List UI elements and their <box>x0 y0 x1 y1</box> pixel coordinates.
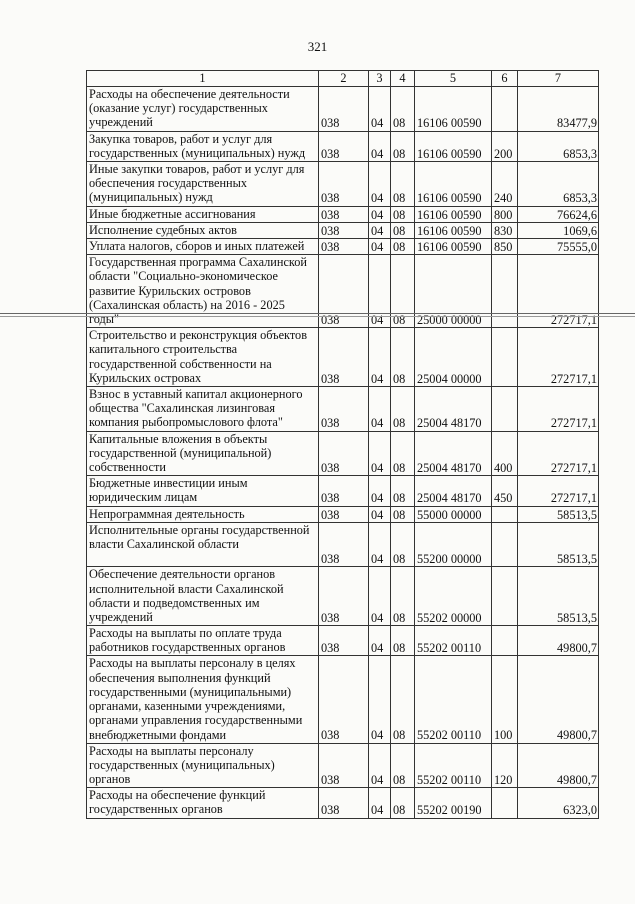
row-name: Обеспечение деятельности органов исполнительной власти Сахалинской области и подведомственных им учреждений <box>87 567 319 626</box>
row-amount: 272717,1 <box>518 431 599 476</box>
row-name: Расходы на обеспечение деятельности (оказание услуг) государственных учреждений <box>87 87 319 132</box>
row-section-code: 04 <box>369 238 391 254</box>
row-section-code: 04 <box>369 656 391 743</box>
row-amount: 6853,3 <box>518 161 599 206</box>
row-name: Капитальные вложения в объекты государственной (муниципальной) собственности <box>87 431 319 476</box>
row-section-code: 04 <box>369 567 391 626</box>
row-expense-type: 240 <box>492 161 518 206</box>
row-subsection-code: 08 <box>391 626 415 656</box>
table-row <box>87 386 599 431</box>
row-subsection-code: 08 <box>391 161 415 206</box>
row-subsection-code: 08 <box>391 656 415 743</box>
row-target-code: 55202 00110 <box>415 743 492 788</box>
row-name: Расходы на выплаты персоналу в целях обеспечения выполнения функций государственными (муниципальными) органами, казенными учреждениями, органами управления государственными внебюджетными фондами <box>87 656 319 743</box>
table-row <box>87 222 599 238</box>
row-subsection-code: 08 <box>391 567 415 626</box>
row-expense-type <box>492 328 518 387</box>
row-section-code: 04 <box>369 255 391 328</box>
row-section-code: 04 <box>369 476 391 506</box>
row-expense-type <box>492 386 518 431</box>
row-name: Государственная программа Сахалинской области "Социально-экономическое развитие Курильских островов (Сахалинская область) на 2016 - 2025 годы" <box>87 255 319 328</box>
row-ministry-code: 038 <box>319 431 369 476</box>
row-amount: 49800,7 <box>518 743 599 788</box>
row-ministry-code: 038 <box>319 328 369 387</box>
table-row <box>87 506 599 522</box>
row-section-code: 04 <box>369 386 391 431</box>
table-row <box>87 87 599 132</box>
row-ministry-code: 038 <box>319 222 369 238</box>
row-amount: 272717,1 <box>518 476 599 506</box>
row-subsection-code: 08 <box>391 206 415 222</box>
row-target-code: 55202 00110 <box>415 626 492 656</box>
row-expense-type: 450 <box>492 476 518 506</box>
row-amount: 75555,0 <box>518 238 599 254</box>
row-expense-type <box>492 567 518 626</box>
row-subsection-code: 08 <box>391 131 415 161</box>
row-expense-type: 400 <box>492 431 518 476</box>
row-ministry-code: 038 <box>319 656 369 743</box>
column-header: 2 <box>319 71 369 87</box>
row-section-code: 04 <box>369 506 391 522</box>
row-expense-type: 100 <box>492 656 518 743</box>
row-expense-type: 830 <box>492 222 518 238</box>
row-ministry-code: 038 <box>319 743 369 788</box>
row-name: Строительство и реконструкция объектов капитального строительства государственной собственности на Курильских островах <box>87 328 319 387</box>
row-target-code: 25004 48170 <box>415 386 492 431</box>
row-target-code: 55202 00000 <box>415 567 492 626</box>
row-ministry-code: 038 <box>319 386 369 431</box>
row-section-code: 04 <box>369 222 391 238</box>
table-row <box>87 743 599 788</box>
row-amount: 272717,1 <box>518 255 599 328</box>
table-row <box>87 131 599 161</box>
row-subsection-code: 08 <box>391 222 415 238</box>
row-target-code: 25000 00000 <box>415 255 492 328</box>
row-target-code: 25004 48170 <box>415 431 492 476</box>
row-expense-type <box>492 87 518 132</box>
row-ministry-code: 038 <box>319 522 369 567</box>
row-ministry-code: 038 <box>319 788 369 818</box>
row-name: Непрограммная деятельность <box>87 506 319 522</box>
row-subsection-code: 08 <box>391 255 415 328</box>
row-section-code: 04 <box>369 161 391 206</box>
row-amount: 83477,9 <box>518 87 599 132</box>
row-name: Иные бюджетные ассигнования <box>87 206 319 222</box>
row-expense-type <box>492 506 518 522</box>
column-header: 1 <box>87 71 319 87</box>
row-section-code: 04 <box>369 431 391 476</box>
row-target-code: 16106 00590 <box>415 206 492 222</box>
row-expense-type <box>492 788 518 818</box>
table-row <box>87 238 599 254</box>
row-amount: 58513,5 <box>518 506 599 522</box>
row-ministry-code: 038 <box>319 206 369 222</box>
table-row <box>87 656 599 743</box>
row-section-code: 04 <box>369 328 391 387</box>
row-subsection-code: 08 <box>391 87 415 132</box>
column-header: 3 <box>369 71 391 87</box>
row-subsection-code: 08 <box>391 788 415 818</box>
row-subsection-code: 08 <box>391 386 415 431</box>
row-expense-type: 200 <box>492 131 518 161</box>
row-section-code: 04 <box>369 743 391 788</box>
table-row <box>87 206 599 222</box>
row-ministry-code: 038 <box>319 87 369 132</box>
row-subsection-code: 08 <box>391 238 415 254</box>
row-name: Уплата налогов, сборов и иных платежей <box>87 238 319 254</box>
row-expense-type: 800 <box>492 206 518 222</box>
row-target-code: 16106 00590 <box>415 131 492 161</box>
row-expense-type: 850 <box>492 238 518 254</box>
row-ministry-code: 038 <box>319 506 369 522</box>
row-amount: 272717,1 <box>518 328 599 387</box>
table-row <box>87 626 599 656</box>
row-amount: 6853,3 <box>518 131 599 161</box>
row-amount: 49800,7 <box>518 626 599 656</box>
row-amount: 272717,1 <box>518 386 599 431</box>
table-row <box>87 161 599 206</box>
row-ministry-code: 038 <box>319 131 369 161</box>
row-target-code: 16106 00590 <box>415 87 492 132</box>
row-section-code: 04 <box>369 626 391 656</box>
table-row <box>87 567 599 626</box>
row-ministry-code: 038 <box>319 161 369 206</box>
row-subsection-code: 08 <box>391 328 415 387</box>
row-subsection-code: 08 <box>391 743 415 788</box>
column-header: 5 <box>415 71 492 87</box>
row-expense-type <box>492 522 518 567</box>
row-name: Расходы на выплаты персоналу государственных (муниципальных) органов <box>87 743 319 788</box>
row-subsection-code: 08 <box>391 431 415 476</box>
row-subsection-code: 08 <box>391 522 415 567</box>
row-section-code: 04 <box>369 131 391 161</box>
row-name: Исполнительные органы государственной власти Сахалинской области <box>87 522 319 567</box>
row-name: Иные закупки товаров, работ и услуг для обеспечения государственных (муниципальных) нужд <box>87 161 319 206</box>
row-amount: 58513,5 <box>518 567 599 626</box>
row-expense-type: 120 <box>492 743 518 788</box>
row-target-code: 25004 00000 <box>415 328 492 387</box>
row-ministry-code: 038 <box>319 476 369 506</box>
row-name: Исполнение судебных актов <box>87 222 319 238</box>
scan-artifact-line <box>0 313 635 317</box>
row-name: Закупка товаров, работ и услуг для государственных (муниципальных) нужд <box>87 131 319 161</box>
budget-table <box>86 70 599 819</box>
row-target-code: 16106 00590 <box>415 238 492 254</box>
row-amount: 6323,0 <box>518 788 599 818</box>
table-row <box>87 788 599 818</box>
row-ministry-code: 038 <box>319 238 369 254</box>
row-target-code: 55202 00190 <box>415 788 492 818</box>
row-name: Взнос в уставный капитал акционерного общества "Сахалинская лизинговая компания рыбопромыслового флота" <box>87 386 319 431</box>
column-header: 6 <box>492 71 518 87</box>
row-amount: 58513,5 <box>518 522 599 567</box>
row-name: Бюджетные инвестиции иным юридическим лицам <box>87 476 319 506</box>
row-amount: 49800,7 <box>518 656 599 743</box>
row-subsection-code: 08 <box>391 476 415 506</box>
row-target-code: 55000 00000 <box>415 506 492 522</box>
column-header: 7 <box>518 71 599 87</box>
row-amount: 76624,6 <box>518 206 599 222</box>
page-number: 321 <box>307 39 328 54</box>
row-target-code: 55202 00110 <box>415 656 492 743</box>
row-target-code: 25004 48170 <box>415 476 492 506</box>
table-row <box>87 522 599 567</box>
row-section-code: 04 <box>369 87 391 132</box>
row-amount: 1069,6 <box>518 222 599 238</box>
row-subsection-code: 08 <box>391 506 415 522</box>
row-expense-type <box>492 626 518 656</box>
row-section-code: 04 <box>369 788 391 818</box>
row-section-code: 04 <box>369 522 391 567</box>
table-row <box>87 431 599 476</box>
table-row <box>87 476 599 506</box>
row-ministry-code: 038 <box>319 626 369 656</box>
row-target-code: 16106 00590 <box>415 222 492 238</box>
row-section-code: 04 <box>369 206 391 222</box>
row-name: Расходы на обеспечение функций государственных органов <box>87 788 319 818</box>
table-header-row <box>87 71 599 87</box>
row-target-code: 55200 00000 <box>415 522 492 567</box>
column-header: 4 <box>391 71 415 87</box>
row-ministry-code: 038 <box>319 567 369 626</box>
row-ministry-code: 038 <box>319 255 369 328</box>
row-target-code: 16106 00590 <box>415 161 492 206</box>
row-name: Расходы на выплаты по оплате труда работников государственных органов <box>87 626 319 656</box>
table-row <box>87 328 599 387</box>
